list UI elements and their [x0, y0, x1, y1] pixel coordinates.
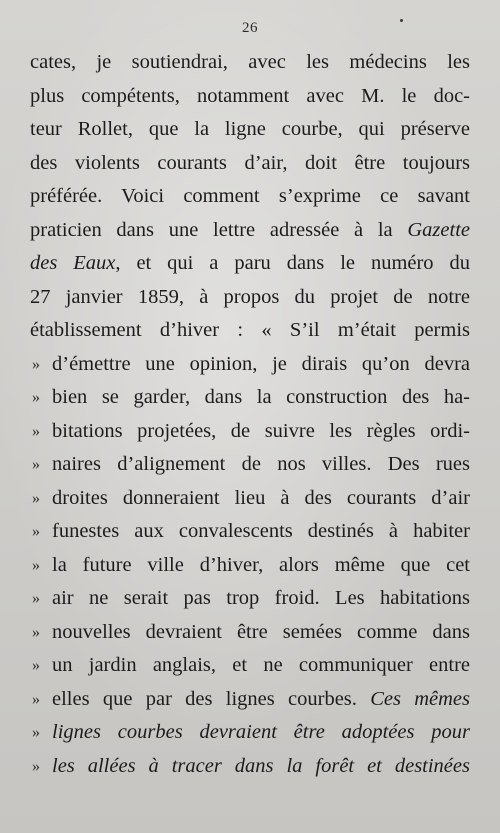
line-text: cates, je soutiendrai, avec les médecins les — [30, 51, 470, 73]
line-text: , et qui a paru dans le numéro du — [115, 252, 470, 274]
line-text: d’émettre une opinion, je dirais qu’on devra — [52, 352, 470, 375]
quote-continuation-mark: » — [32, 556, 40, 574]
italic-text: les allées à tracer dans la forêt et destinées — [52, 754, 470, 777]
text-line — [30, 482, 470, 516]
italic-text: Gazette — [407, 218, 470, 241]
body-text — [30, 46, 470, 783]
text-line — [30, 616, 470, 650]
line-text: plus compétents, notamment avec M. le doc- — [30, 84, 470, 107]
italic-text: des Eaux — [30, 252, 116, 274]
text-line — [30, 381, 470, 415]
text-line — [30, 582, 470, 616]
text-line — [30, 147, 470, 181]
quote-continuation-mark: » — [32, 623, 40, 641]
quote-continuation-mark: » — [32, 422, 40, 440]
line-text: teur Rollet, que la ligne courbe, qui préserve — [30, 118, 470, 140]
line-text: air ne serait pas trop froid. Les habitations — [52, 587, 470, 609]
text-line — [30, 649, 470, 683]
line-text: droites donneraient lieu à des courants d’air — [52, 486, 470, 509]
quote-continuation-mark: » — [32, 690, 40, 708]
text-line — [30, 247, 470, 281]
text-line — [30, 750, 470, 784]
quote-continuation-mark: » — [32, 657, 40, 674]
quote-continuation-mark: » — [32, 389, 40, 406]
text-line — [30, 683, 470, 717]
line-text: naires d’alignement de nos villes. Des rues — [52, 453, 470, 475]
quote-continuation-mark: » — [32, 489, 40, 507]
text-line — [30, 314, 470, 348]
line-text: funestes aux convalescents destinés à habiter — [52, 520, 470, 542]
line-text: bitations projetées, de suivre les règles ordi- — [52, 419, 470, 442]
quote-continuation-mark: » — [32, 757, 40, 775]
text-line — [30, 46, 470, 80]
text-line — [30, 214, 470, 248]
line-text: la future ville d’hiver, alors même que cet — [52, 553, 470, 576]
text-line — [30, 113, 470, 147]
paper-speck — [400, 19, 403, 22]
text-line — [30, 448, 470, 482]
line-text: préférée. Voici comment s’exprime ce savant — [30, 185, 470, 207]
quote-continuation-mark: » — [32, 355, 40, 373]
text-line — [30, 716, 470, 750]
italic-text: lignes courbes devraient être adoptées pour — [52, 721, 470, 743]
line-text: 27 janvier 1859, à propos du projet de notre — [30, 285, 470, 308]
line-text: bien se garder, dans la construction des ha- — [52, 386, 470, 408]
text-line — [30, 515, 470, 549]
page-number: 26 — [242, 20, 258, 36]
text-line — [30, 415, 470, 449]
text-line — [30, 549, 470, 583]
line-text: elles que par des lignes courbes. — [52, 687, 371, 710]
quote-continuation-mark: » — [32, 523, 40, 540]
quote-continuation-mark: » — [32, 590, 40, 607]
line-text: praticien dans une lettre adressée à la — [30, 218, 408, 241]
line-text: un jardin anglais, et ne communiquer entre — [52, 654, 470, 676]
text-line — [30, 80, 470, 114]
quote-continuation-mark: » — [32, 456, 40, 473]
text-line — [30, 180, 470, 214]
quote-continuation-mark: » — [32, 724, 40, 741]
text-line — [30, 348, 470, 382]
line-text: des violents courants d’air, doit être toujours — [30, 151, 470, 174]
italic-text: Ces mêmes — [370, 687, 470, 710]
text-line — [30, 281, 470, 315]
line-text: nouvelles devraient être semées comme dans — [52, 620, 470, 643]
line-text: établissement d’hiver : « S’il m’était permis — [30, 319, 470, 341]
